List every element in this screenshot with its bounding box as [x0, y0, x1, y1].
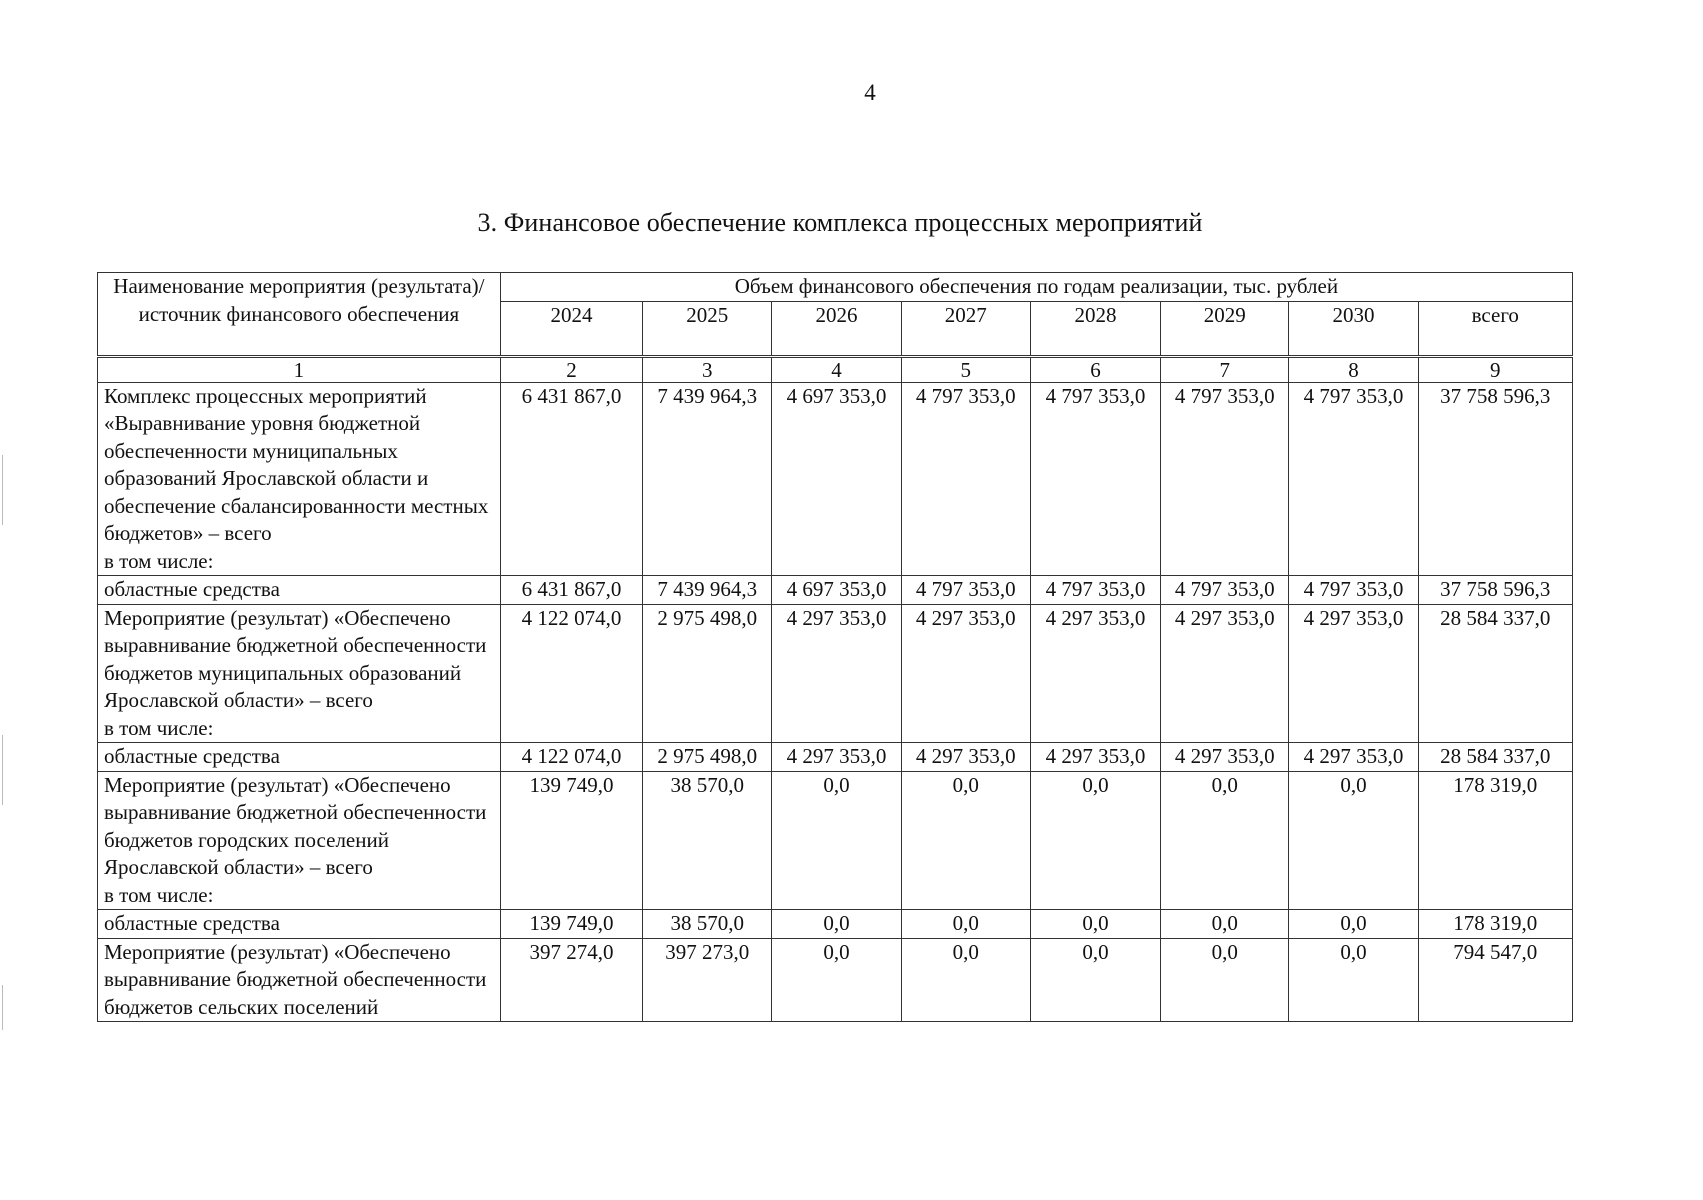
value-cell: 28 584 337,0	[1418, 604, 1572, 743]
document-title: 3. Финансовое обеспечение комплекса процессных мероприятий	[477, 208, 1203, 237]
value-cell: 4 797 353,0	[1289, 382, 1418, 576]
value-cell: 2 975 498,0	[643, 604, 772, 743]
row-name-text: областные средства	[104, 744, 280, 768]
column-index-cell: 2	[500, 356, 642, 382]
value-cell: 4 122 074,0	[500, 604, 642, 743]
value-cell: 4 122 074,0	[500, 743, 642, 772]
value-cell: 0,0	[901, 910, 1030, 939]
year-header-cell: 2029	[1161, 301, 1289, 356]
value-cell: 4 297 353,0	[1030, 743, 1160, 772]
value-cell: 4 297 353,0	[901, 604, 1030, 743]
row-name-cell	[98, 382, 501, 576]
value-cell: 2 975 498,0	[643, 743, 772, 772]
value-cell: 178 319,0	[1418, 910, 1572, 939]
value-cell: 0,0	[901, 938, 1030, 1022]
row-sub-label: в том числе:	[104, 715, 214, 740]
column-index-cell: 5	[901, 356, 1030, 382]
row-name-cell	[98, 938, 501, 1022]
value-cell: 0,0	[901, 771, 1030, 910]
value-cell: 4 797 353,0	[1030, 382, 1160, 576]
table-row	[98, 771, 1573, 910]
table-row	[98, 938, 1573, 1022]
value-cell: 37 758 596,3	[1418, 382, 1572, 576]
year-header-cell: 2025	[643, 301, 772, 356]
year-header-cell: 2027	[901, 301, 1030, 356]
value-cell: 0,0	[1161, 938, 1289, 1022]
header-name-cell: Наименование мероприятия (результата)/ источник финансового обеспечения	[98, 273, 501, 357]
value-cell: 4 297 353,0	[1289, 743, 1418, 772]
value-cell: 397 273,0	[643, 938, 772, 1022]
value-cell: 0,0	[1161, 910, 1289, 939]
scan-edge-mark	[2, 455, 3, 525]
value-cell: 0,0	[1289, 910, 1418, 939]
value-cell: 4 797 353,0	[901, 382, 1030, 576]
value-cell: 4 797 353,0	[901, 576, 1030, 605]
column-index-cell: 1	[98, 356, 501, 382]
row-name-cell	[98, 743, 501, 772]
table-row	[98, 604, 1573, 743]
value-cell: 4 797 353,0	[1289, 576, 1418, 605]
value-cell: 0,0	[1030, 910, 1160, 939]
value-cell: 4 297 353,0	[1161, 743, 1289, 772]
row-name-text: областные средства	[104, 911, 280, 935]
table-row	[98, 576, 1573, 605]
value-cell: 139 749,0	[500, 910, 642, 939]
column-index-row	[98, 356, 1573, 382]
row-name-text: Мероприятие (результат) «Обеспечено выравнивание бюджетной обеспеченности бюджетов муниципальных образований Ярославской области» – всего	[104, 605, 487, 712]
table-row	[98, 382, 1573, 576]
value-cell: 0,0	[772, 910, 901, 939]
column-index-cell: 3	[643, 356, 772, 382]
value-cell: 7 439 964,3	[643, 576, 772, 605]
scan-edge-mark	[2, 985, 3, 1030]
value-cell: 4 297 353,0	[1030, 604, 1160, 743]
row-name-cell	[98, 576, 501, 605]
year-header-cell: 2030	[1289, 301, 1418, 356]
header-volume-cell: Объем финансового обеспечения по годам реализации, тыс. рублей	[500, 273, 1572, 302]
value-cell: 178 319,0	[1418, 771, 1572, 910]
value-cell: 4 797 353,0	[1161, 382, 1289, 576]
year-header-cell: 2028	[1030, 301, 1160, 356]
column-index-cell: 4	[772, 356, 901, 382]
value-cell: 4 697 353,0	[772, 382, 901, 576]
value-cell: 4 297 353,0	[901, 743, 1030, 772]
value-cell: 0,0	[1289, 771, 1418, 910]
value-cell: 139 749,0	[500, 771, 642, 910]
row-name-cell	[98, 910, 501, 939]
year-header-cell: 2024	[500, 301, 642, 356]
table-row	[98, 743, 1573, 772]
row-name-text: областные средства	[104, 577, 280, 601]
value-cell: 4 297 353,0	[1161, 604, 1289, 743]
year-header-cell: всего	[1418, 301, 1572, 356]
value-cell: 37 758 596,3	[1418, 576, 1572, 605]
value-cell: 4 797 353,0	[1161, 576, 1289, 605]
value-cell: 28 584 337,0	[1418, 743, 1572, 772]
value-cell: 6 431 867,0	[500, 382, 642, 576]
scan-edge-mark	[2, 735, 3, 805]
header-row-1	[98, 273, 1573, 302]
column-index-cell: 9	[1418, 356, 1572, 382]
year-header-cell: 2026	[772, 301, 901, 356]
row-name-text: Мероприятие (результат) «Обеспечено выравнивание бюджетной обеспеченности бюджетов городских поселений Ярославской области» – всего	[104, 772, 487, 879]
value-cell: 4 697 353,0	[772, 576, 901, 605]
table-body	[98, 382, 1573, 1022]
value-cell: 38 570,0	[643, 771, 772, 910]
value-cell: 4 297 353,0	[772, 743, 901, 772]
row-name-text: Мероприятие (результат) «Обеспечено выравнивание бюджетной обеспеченности бюджетов сельских поселений	[104, 939, 487, 1019]
value-cell: 0,0	[772, 938, 901, 1022]
value-cell: 4 797 353,0	[1030, 576, 1160, 605]
column-index-cell: 8	[1289, 356, 1418, 382]
value-cell: 6 431 867,0	[500, 576, 642, 605]
row-name-cell	[98, 771, 501, 910]
page-number: 4	[864, 80, 876, 105]
value-cell: 0,0	[772, 771, 901, 910]
column-index-cell: 6	[1030, 356, 1160, 382]
value-cell: 0,0	[1289, 938, 1418, 1022]
value-cell: 794 547,0	[1418, 938, 1572, 1022]
value-cell: 7 439 964,3	[643, 382, 772, 576]
row-sub-label: в том числе:	[104, 548, 214, 573]
value-cell: 4 297 353,0	[1289, 604, 1418, 743]
value-cell: 4 297 353,0	[772, 604, 901, 743]
table-row	[98, 910, 1573, 939]
row-name-text: Комплекс процессных мероприятий «Выравнивание уровня бюджетной обеспеченности муниципальных образований Ярославской области и обеспечение сбалансированности местных бюджетов» – всего	[104, 383, 489, 545]
row-name-cell	[98, 604, 501, 743]
value-cell: 38 570,0	[643, 910, 772, 939]
value-cell: 0,0	[1030, 938, 1160, 1022]
financial-table	[97, 272, 1573, 1022]
value-cell: 397 274,0	[500, 938, 642, 1022]
column-index-cell: 7	[1161, 356, 1289, 382]
value-cell: 0,0	[1030, 771, 1160, 910]
value-cell: 0,0	[1161, 771, 1289, 910]
row-sub-label: в том числе:	[104, 882, 214, 907]
